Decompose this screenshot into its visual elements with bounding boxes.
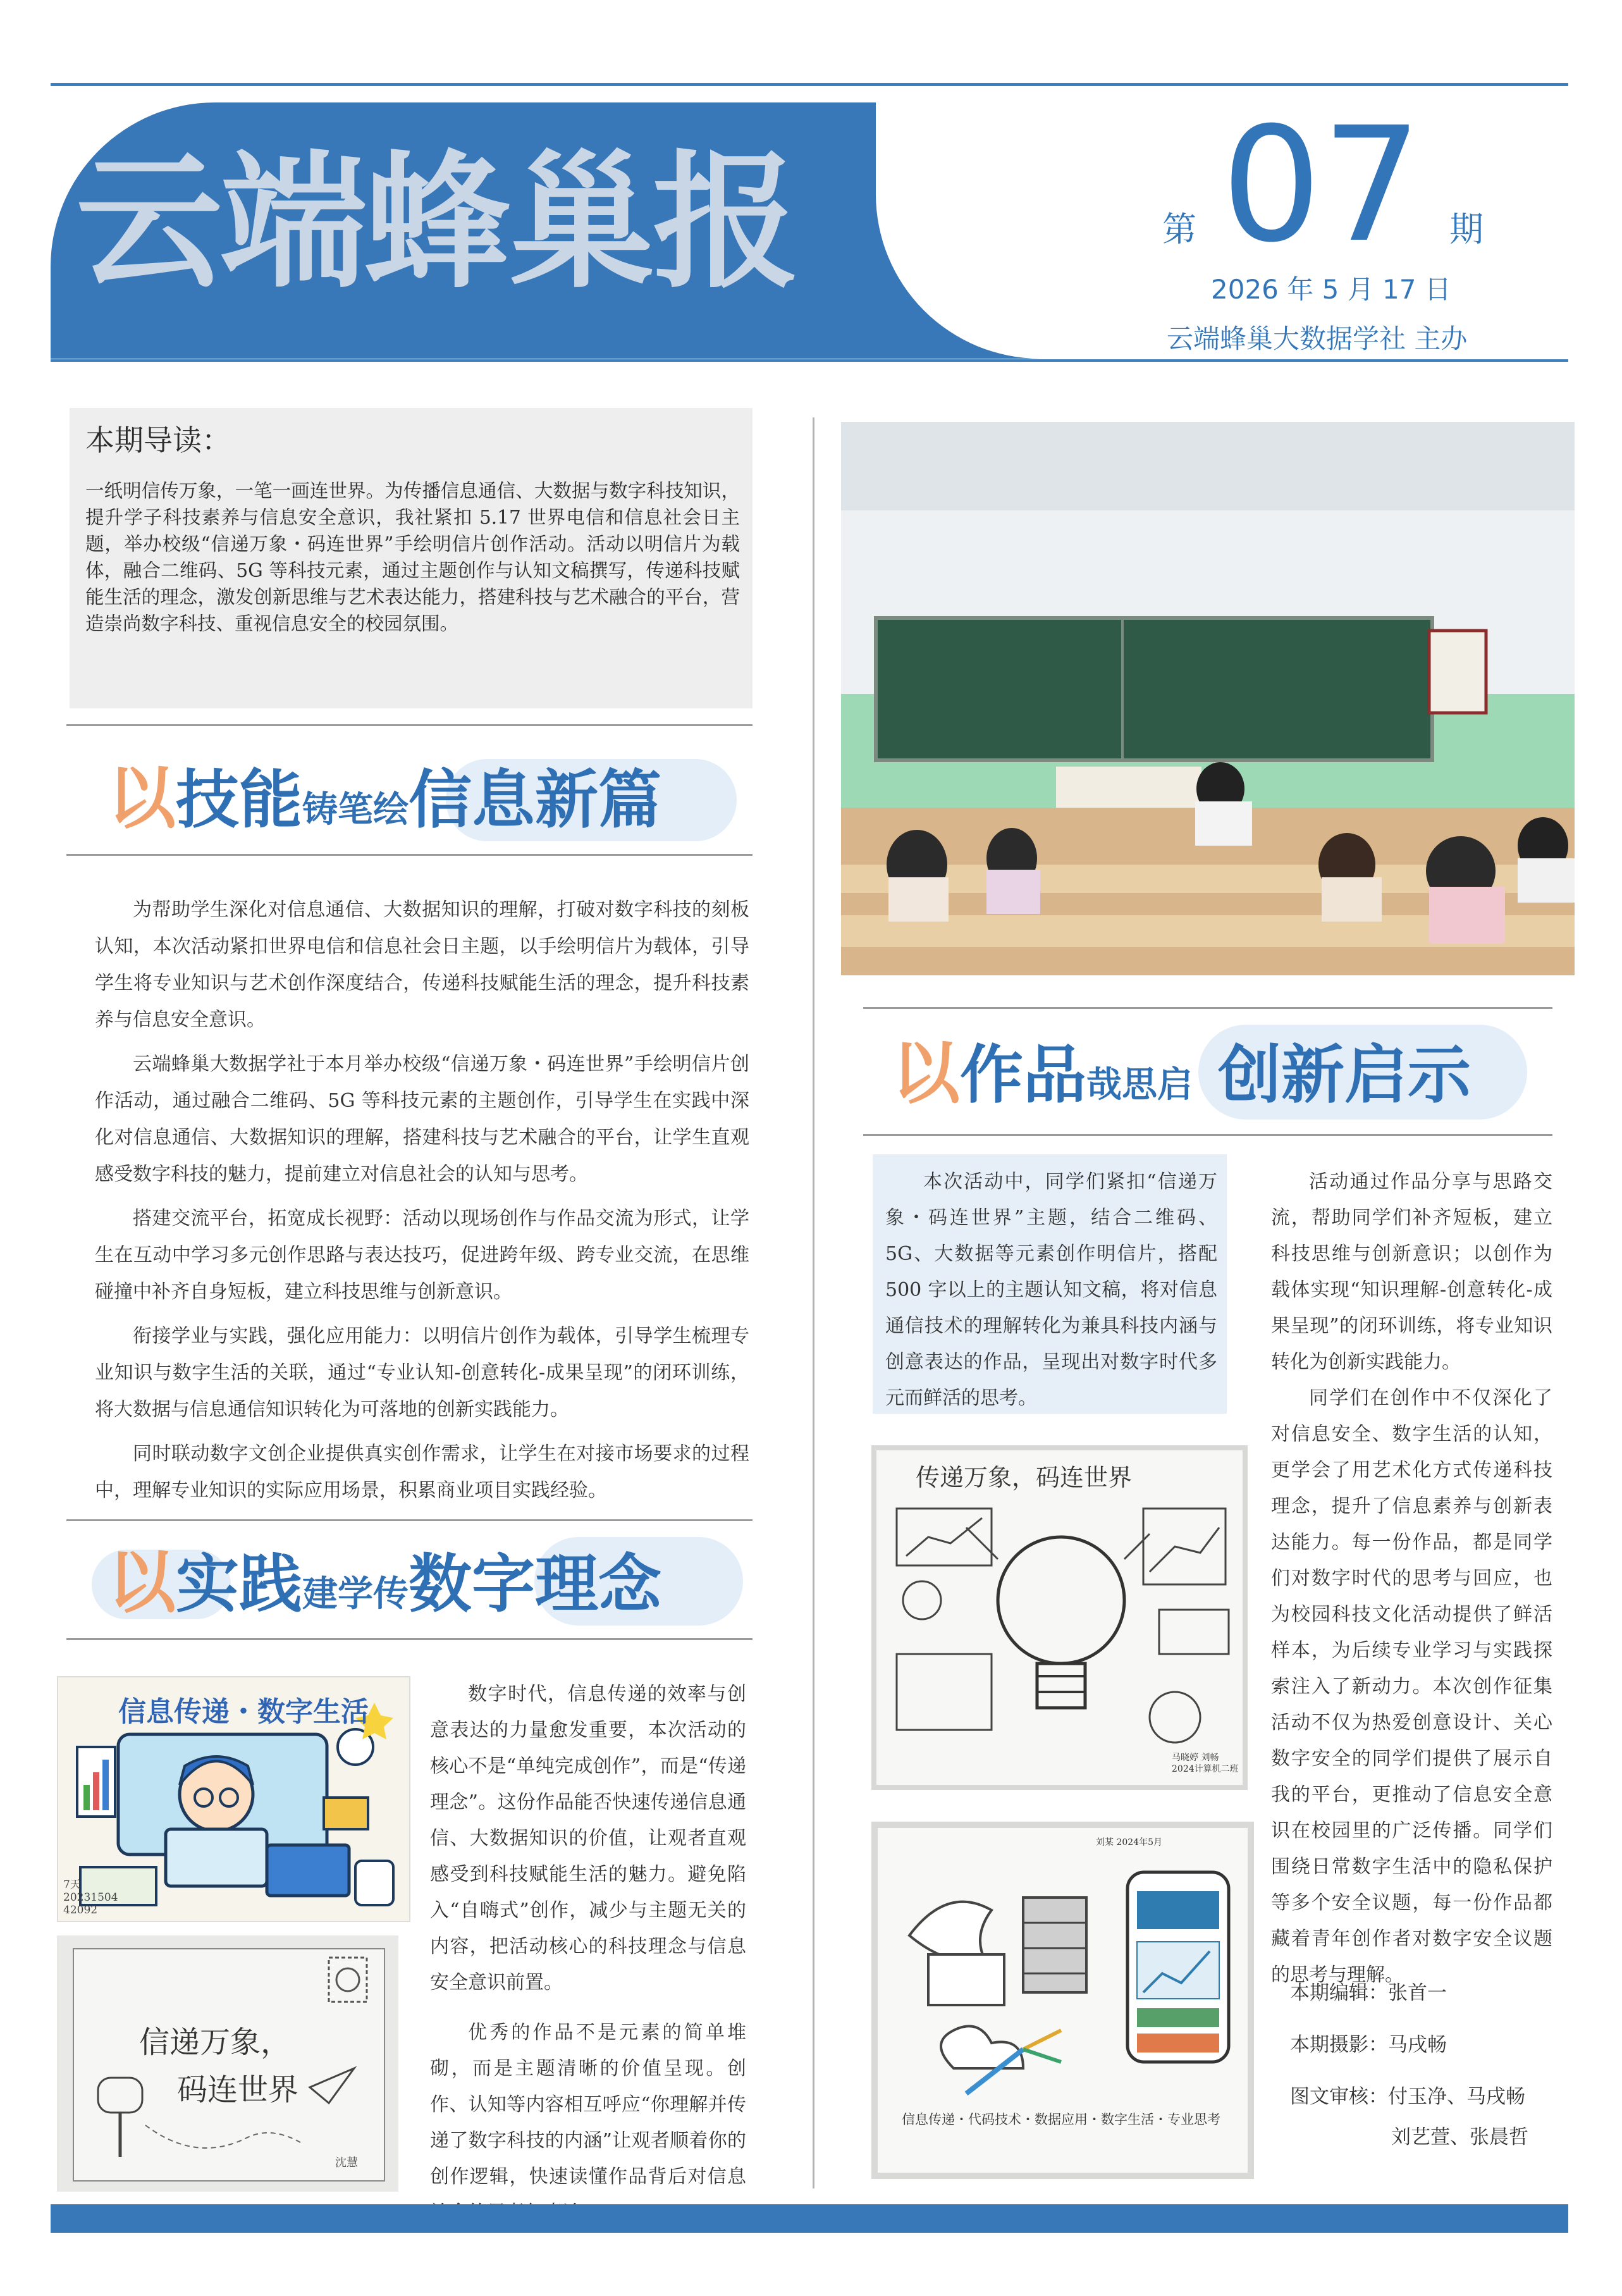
section2-body xyxy=(430,1676,746,2231)
postcard-caption: 信息传递・代码技术・数据应用・数字生活・专业思考 xyxy=(902,2112,1220,2127)
divider xyxy=(863,1007,1552,1009)
masthead-rule xyxy=(51,359,1568,362)
footer-bar xyxy=(51,2204,1568,2233)
paragraph: 云端蜂巢大数据学社于本月举办校级“信递万象・码连世界”手绘明信片创作活动，通过融合二维码、5G 等科技元素的主题创作，引导学生在实践中深化对信息通信、大数据知识的理解，搭建科技与艺术融合的平台，让学生直观感受数字科技的魅力，提前建立对信息社会的认知与思考。 xyxy=(95,1053,749,1185)
preview-title: 本期导读： xyxy=(85,423,231,457)
postcard-photo-4 xyxy=(871,1822,1254,2179)
section2-heading xyxy=(66,1531,753,1638)
postcard-photo-3 xyxy=(871,1445,1248,1790)
postcard-title: 信息传递・数字生活 xyxy=(118,1696,369,1728)
section3-heading xyxy=(863,1021,1552,1129)
heading-yi: 以 xyxy=(108,1543,176,1622)
divider xyxy=(863,1134,1552,1136)
top-rule xyxy=(51,83,1568,86)
paragraph: 同学们在创作中不仅深化了对信息安全、数字生活的认知，更学会了用艺术化方式传递科技理念，提升了信息素养与创新表达能力。每一份作品，都是同学们对数字时代的思考与回应，也为校园科技文化活动提供了鲜活样本，为后续专业学习与实践探索注入了新动力。本次创作征集活动不仅为热爱创意设计、关心数字安全的同学们提供了展示自我的平台，更推动了信息安全意识在校园里的广泛传播。同学们围绕日常数字生活中的隐私保护等多个安全议题，每一份作品都藏着青年创作者对数字安全议题的思考与理解。 xyxy=(1271,1387,1552,1986)
postcard-photo-2 xyxy=(57,1935,398,2192)
heading-part-small: 哉思启 xyxy=(1086,1065,1193,1106)
credit-reviewers-2: 刘艺萱、张晨哲 xyxy=(1391,2126,1528,2149)
section3-body xyxy=(1271,1164,1552,1993)
heading-part-small: 铸笔绘 xyxy=(302,789,409,830)
classroom-scene xyxy=(841,422,1575,975)
divider xyxy=(66,1519,753,1521)
credit-photographer: 本期摄影：马戌畅 xyxy=(1290,2034,1447,2056)
classroom-photo xyxy=(841,422,1575,975)
masthead-title: 云端蜂巢报 xyxy=(76,137,797,308)
paragraph: 数字时代，信息传递的效率与创意表达的力量愈发重要，本次活动的核心不是“单纯完成创作”，而是“传递理念”。这份作品能否快速传递信息通信、大数据知识的价值，让观者直观感受到科技赋能生活的魅力。避免陷入“自嗨式”创作，减少与主题无关的内容，把活动核心的科技理念与信息安全意识前置。 xyxy=(430,1683,746,1994)
heading-part-a: 技能 xyxy=(176,763,303,837)
postcard-photo-1 xyxy=(57,1676,410,1922)
paragraph: 本次活动中，同学们紧扣“信递万象・码连世界”主题，结合二维码、5G、大数据等元素创作明信片，搭配 500 字以上的主题认知文稿，将对信息通信技术的理解转化为兼具科技内涵与创意表达的作品，呈现出对数字时代多元而鲜活的思考。 xyxy=(885,1171,1217,1409)
heading-yi: 以 xyxy=(892,1034,961,1113)
paragraph: 优秀的作品不是元素的简单堆砌，而是主题清晰的价值呈现。创作、认知等内容相互呼应“你理解并传递了数字科技的内涵”让观者顺着你的创作逻辑，快速读懂作品背后对信息 xyxy=(430,2021,746,2188)
paragraph: 同时联动数字文创企业提供真实创作需求，让学生在对接市场要求的过程中，理解专业知识的实际应用场景，积累商业项目实践经验。 xyxy=(95,1443,749,1502)
issue-number: 07 xyxy=(1220,93,1423,277)
heading-part-b: 创新启示 xyxy=(1218,1038,1471,1112)
heading-part-a: 作品 xyxy=(960,1038,1087,1112)
paragraph: 衔接学业与实践，强化应用能力：以明信片创作为载体，引导学生梳理专业知识与数字生活的关联，通过“专业认知-创意转化-成果呈现”的闭环训练，将大数据与信息通信知识转化为可落地的创新实践能力。 xyxy=(95,1325,749,1421)
postcard-signature: 沈慧 xyxy=(335,2156,358,2169)
heading-part-a: 实践 xyxy=(176,1547,303,1621)
credit-editor: 本期编辑：张首一 xyxy=(1290,1982,1447,2004)
postcard-line-1: 信递万象， xyxy=(139,2025,292,2060)
credit-reviewers: 图文审核：付玉净、马戌畅 xyxy=(1290,2085,1525,2108)
heading-part-b: 数字理念 xyxy=(409,1547,662,1621)
postcard-signature: 7天 20231504 42092 xyxy=(63,1879,118,1916)
issue-prefix: 第 xyxy=(1162,209,1196,249)
issue-date: 2026 年 5 月 17 日 xyxy=(1211,274,1451,305)
postcard-title: 传递万象，码连世界 xyxy=(916,1464,1133,1491)
paragraph: 活动通过作品分享与思路交流，帮助同学们补齐短板，建立科技思维与创新意识；以创作为载体实现“知识理解-创意转化-成果呈现”的闭环训练，将专业知识转化为创新实践能力。 xyxy=(1271,1171,1552,1373)
section1-body xyxy=(95,892,749,1509)
section1-heading xyxy=(66,746,753,854)
paragraph: 为帮助学生深化对信息通信、大数据知识的理解，打破对数字科技的刻板认知，本次活动紧扣世界电信和信息社会日主题，以手绘明信片为载体，引导学生将专业知识与艺术创作深度结合，传递科技赋能生活的理念，提升科技素养与信息安全意识。 xyxy=(95,899,749,1031)
heading-part-small: 建学传 xyxy=(302,1574,409,1615)
postcard-lightbulb-drawing xyxy=(871,1445,1248,1790)
issue-organizer: 云端蜂巢大数据学社 主办 xyxy=(1167,323,1468,354)
divider xyxy=(66,724,753,726)
heading-yi: 以 xyxy=(108,759,176,838)
paragraph: 搭建交流平台，拓宽成长视野：活动以现场创作与作品交流为形式，让学生在互动中学习多元创作思路与表达技巧，促进跨年级、跨专业交流，在思维碰撞中补齐自身短板，建立科技思维与创新意识。 xyxy=(95,1207,749,1303)
postcard-signature: 马晓婷 刘畅 2024计算机二班 xyxy=(1172,1753,1239,1774)
postcard-line-2: 码连世界 xyxy=(177,2072,299,2108)
highlight-text xyxy=(885,1164,1217,1416)
preview-text: 一纸明信传万象，一笔一画连世界。为传播信息通信、大数据与数字科技知识，提升学子科技素养与信息安全意识，我社紧扣 5.17 世界电信和信息社会日主题，举办校级“信递万象・码连世界”手绘明信片创作活动。活动以明信片为载体，融合二维码、5G 等科技元素，通过主题创作与认知文稿撰写，传递科技赋能生活的理念，激发创新思维与艺术表达能力，搭建科技与艺术融合的平台，营造崇尚数字科技、重视信息安全的校园氛围。 xyxy=(85,480,740,634)
divider xyxy=(66,854,753,856)
divider xyxy=(66,1638,753,1640)
postcard-signature: 刘某 2024年5月 xyxy=(1096,1837,1162,1848)
issue-suffix: 期 xyxy=(1449,209,1484,249)
column-divider xyxy=(813,417,814,2188)
heading-part-b: 信息新篇 xyxy=(409,763,662,837)
